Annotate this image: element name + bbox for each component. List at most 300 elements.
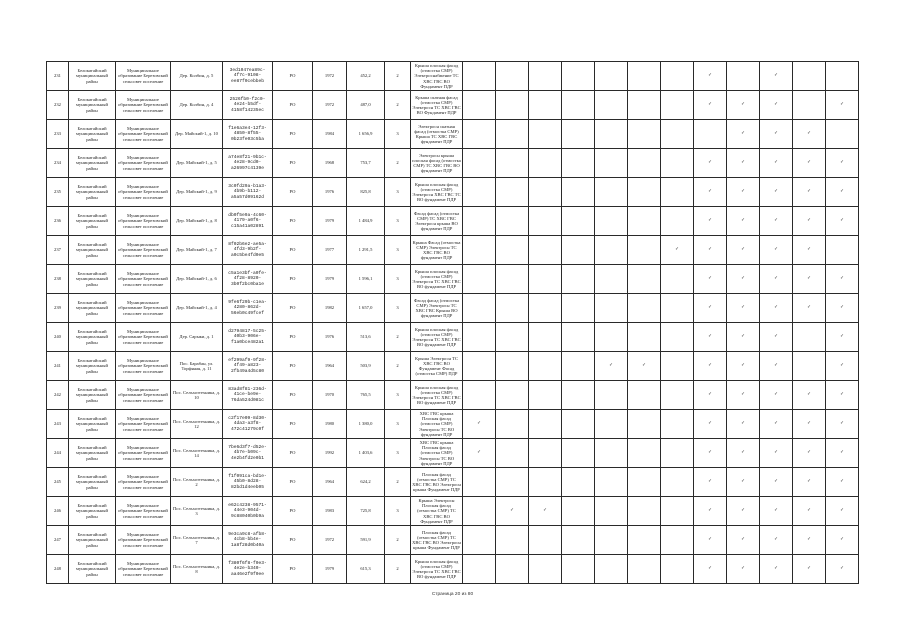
year-cell: 1972	[313, 62, 347, 91]
empty-cell	[529, 352, 562, 381]
checkmark-icon: ✓	[628, 352, 661, 381]
empty-cell	[628, 207, 661, 236]
row-number: 238	[47, 265, 69, 294]
checkmark-icon: ✓	[727, 526, 760, 555]
checkmark-icon: ✓	[793, 497, 826, 526]
checkmark-icon: ✓	[694, 62, 727, 91]
guid-cell: 83ad8f81-236d-41ce-be9e-76da524d081c	[223, 381, 273, 410]
works-cell: Плоская фасад (отмостка СМР) ТС ХВС ГВС ВО Электросн крыша Фундамент ПДР	[411, 526, 463, 555]
empty-cell	[463, 497, 496, 526]
count-cell: 2	[385, 352, 411, 381]
area-cell: 1 403,6	[347, 439, 385, 468]
count-cell: 2	[385, 149, 411, 178]
empty-cell	[595, 294, 628, 323]
municipality-cell: Муниципальное образование Березовский сельсовет поселение	[116, 555, 171, 584]
empty-cell	[463, 555, 496, 584]
address-cell: Дер. Майский-1, д. 8	[171, 207, 223, 236]
empty-cell	[496, 468, 529, 497]
checkmark-icon: ✓	[760, 439, 793, 468]
empty-cell	[826, 62, 859, 91]
works-cell: Крыша плоская фасад (отмостка СМР) Электросн ТС ХВС ГВС ВО фундамент ПДР	[411, 323, 463, 352]
district-cell: Белокатайский муниципальный район	[69, 410, 116, 439]
empty-cell	[496, 352, 529, 381]
empty-cell	[562, 178, 595, 207]
checkmark-icon: ✓	[694, 236, 727, 265]
address-cell: Пос. Сельхозтехника, д. 7	[171, 526, 223, 555]
works-cell: Крыша Электросн ТС ХВС ГВС ВО Фундамент Фасад (отмостка СМР) ПДР	[411, 352, 463, 381]
table-row	[47, 91, 859, 120]
municipality-cell: Муниципальное образование Березовский сельсовет поселение	[116, 207, 171, 236]
checkmark-icon: ✓	[727, 410, 760, 439]
empty-cell	[595, 555, 628, 584]
table-row	[47, 62, 859, 91]
checkmark-icon: ✓	[694, 410, 727, 439]
empty-cell	[628, 149, 661, 178]
checkmark-icon: ✓	[793, 555, 826, 584]
empty-cell	[529, 555, 562, 584]
checkmark-icon: ✓	[694, 149, 727, 178]
guid-cell: 3ed1047ea89c-4f7c-9108-ee87f0cebbeb	[223, 62, 273, 91]
empty-cell	[463, 352, 496, 381]
empty-cell	[661, 439, 694, 468]
checkmark-icon: ✓	[760, 323, 793, 352]
empty-cell	[562, 62, 595, 91]
checkmark-icon: ✓	[694, 555, 727, 584]
works-cell: Фасад фасад (отмостка СМР) Электросн ТС ХВС ГВС Крыша ВО фундамент ПДР	[411, 294, 463, 323]
municipality-cell: Муниципальное образование Березовский сельсовет поселение	[116, 352, 171, 381]
area-cell: 487,0	[347, 91, 385, 120]
empty-cell	[793, 352, 826, 381]
row-number: 235	[47, 178, 69, 207]
empty-cell	[562, 149, 595, 178]
address-cell: Пос. Сельхозтехника, д. 3	[171, 497, 223, 526]
checkmark-icon: ✓	[727, 149, 760, 178]
area-cell: 591,9	[347, 526, 385, 555]
empty-cell	[496, 207, 529, 236]
district-cell: Белокатайский муниципальный район	[69, 381, 116, 410]
empty-cell	[496, 178, 529, 207]
empty-cell	[661, 497, 694, 526]
district-cell: Белокатайский муниципальный район	[69, 236, 116, 265]
empty-cell	[595, 149, 628, 178]
empty-cell	[496, 236, 529, 265]
checkmark-icon: ✓	[727, 555, 760, 584]
empty-cell	[496, 439, 529, 468]
year-cell: 1972	[313, 91, 347, 120]
empty-cell	[595, 207, 628, 236]
empty-cell	[529, 62, 562, 91]
checkmark-icon: ✓	[793, 149, 826, 178]
guid-cell: c2f17e09-8d30-4da3-a3f8-472c41279c0f	[223, 410, 273, 439]
housing-register-table	[46, 61, 859, 584]
checkmark-icon: ✓	[826, 381, 859, 410]
empty-cell	[595, 178, 628, 207]
year-cell: 1982	[313, 294, 347, 323]
empty-cell	[595, 62, 628, 91]
checkmark-icon: ✓	[826, 439, 859, 468]
district-cell: Белокатайский муниципальный район	[69, 149, 116, 178]
empty-cell	[661, 178, 694, 207]
address-cell: Дер. Майский-1, д. 4	[171, 294, 223, 323]
row-number: 234	[47, 149, 69, 178]
municipality-cell: Муниципальное образование Березовский сельсовет поселение	[116, 410, 171, 439]
works-cell: Крыша плоская фасад (отмостка СМР) Электросн ХВС ГВС ТС ВО фундамент ПДР	[411, 178, 463, 207]
checkmark-icon: ✓	[793, 526, 826, 555]
row-number: 240	[47, 323, 69, 352]
checkmark-icon: ✓	[595, 352, 628, 381]
empty-cell	[496, 410, 529, 439]
empty-cell	[463, 468, 496, 497]
checkmark-icon: ✓	[694, 323, 727, 352]
district-cell: Белокатайский муниципальный район	[69, 294, 116, 323]
checkmark-icon: ✓	[826, 323, 859, 352]
area-cell: 725,8	[347, 497, 385, 526]
empty-cell	[826, 236, 859, 265]
count-cell: 3	[385, 439, 411, 468]
checkmark-icon: ✓	[727, 120, 760, 149]
year-cell: 1972	[313, 526, 347, 555]
checkmark-icon: ✓	[727, 381, 760, 410]
area-cell: 1 380,0	[347, 410, 385, 439]
empty-cell	[562, 555, 595, 584]
guid-cell: ef299af9-9f28-4f49-a823-2fb49a4d5c80	[223, 352, 273, 381]
count-cell: 3	[385, 207, 411, 236]
guid-cell: a74e8f21-9b1c-4e28-9cd0-a26997c4139e	[223, 149, 273, 178]
year-cell: 1964	[313, 352, 347, 381]
empty-cell	[529, 207, 562, 236]
district-cell: Белокатайский муниципальный район	[69, 91, 116, 120]
checkmark-icon: ✓	[793, 236, 826, 265]
empty-cell	[661, 207, 694, 236]
empty-cell	[661, 352, 694, 381]
empty-cell	[529, 178, 562, 207]
checkmark-icon: ✓	[727, 497, 760, 526]
district-cell: Белокатайский муниципальный район	[69, 526, 116, 555]
empty-cell	[562, 352, 595, 381]
checkmark-icon: ✓	[694, 468, 727, 497]
area-cell: 624,2	[347, 468, 385, 497]
checkmark-icon: ✓	[793, 207, 826, 236]
checkmark-icon: ✓	[826, 352, 859, 381]
table-row	[47, 497, 859, 526]
checkmark-icon: ✓	[760, 120, 793, 149]
empty-cell	[529, 323, 562, 352]
district-cell: Белокатайский муниципальный район	[69, 497, 116, 526]
row-number: 244	[47, 439, 69, 468]
table-row	[47, 468, 859, 497]
district-cell: Белокатайский муниципальный район	[69, 120, 116, 149]
year-cell: 1980	[313, 410, 347, 439]
checkmark-icon: ✓	[727, 294, 760, 323]
empty-cell	[496, 62, 529, 91]
ownership-cell: РО	[273, 323, 313, 352]
ownership-cell: РО	[273, 62, 313, 91]
checkmark-icon: ✓	[694, 207, 727, 236]
empty-cell	[661, 323, 694, 352]
works-cell: Фасад фасад (отмостка СМР) ТС ХВС ГВС Электросн крыша ВО фундамент ПДР	[411, 207, 463, 236]
area-cell: 825,8	[347, 178, 385, 207]
empty-cell	[628, 468, 661, 497]
row-number: 231	[47, 62, 69, 91]
empty-cell	[826, 120, 859, 149]
empty-cell	[562, 381, 595, 410]
empty-cell	[595, 236, 628, 265]
year-cell: 1970	[313, 381, 347, 410]
checkmark-icon: ✓	[793, 381, 826, 410]
guid-cell: 8f02b6e2-ae5a-4fd3-9b2f-a0c5be4fd0e5	[223, 236, 273, 265]
empty-cell	[562, 497, 595, 526]
guid-cell: f1f091ca-bd1e-45b0-8d28-82bd1d4eeb05	[223, 468, 273, 497]
address-cell: Пос. Сельхозтехника, д. 2	[171, 468, 223, 497]
area-cell: 513,6	[347, 323, 385, 352]
empty-cell	[529, 149, 562, 178]
address-cell: Пос. Барабан, ул. Торфяная, д. 11	[171, 352, 223, 381]
checkmark-icon: ✓	[826, 149, 859, 178]
table-row	[47, 207, 859, 236]
empty-cell	[496, 91, 529, 120]
checkmark-icon: ✓	[529, 497, 562, 526]
checkmark-icon: ✓	[826, 265, 859, 294]
empty-cell	[529, 526, 562, 555]
ownership-cell: РО	[273, 207, 313, 236]
empty-cell	[529, 439, 562, 468]
checkmark-icon: ✓	[727, 323, 760, 352]
row-number: 241	[47, 352, 69, 381]
checkmark-icon: ✓	[793, 294, 826, 323]
empty-cell	[595, 526, 628, 555]
checkmark-icon: ✓	[793, 178, 826, 207]
empty-cell	[562, 207, 595, 236]
district-cell: Белокатайский муниципальный район	[69, 323, 116, 352]
district-cell: Белокатайский муниципальный район	[69, 555, 116, 584]
empty-cell	[661, 91, 694, 120]
ownership-cell: РО	[273, 178, 313, 207]
checkmark-icon: ✓	[463, 410, 496, 439]
row-number: 246	[47, 497, 69, 526]
area-cell: 765,5	[347, 381, 385, 410]
municipality-cell: Муниципальное образование Березовский сельсовет поселение	[116, 265, 171, 294]
year-cell: 1983	[313, 497, 347, 526]
area-cell: 1 657,0	[347, 294, 385, 323]
empty-cell	[562, 265, 595, 294]
empty-cell	[595, 381, 628, 410]
ownership-cell: РО	[273, 294, 313, 323]
year-cell: 1968	[313, 149, 347, 178]
empty-cell	[496, 323, 529, 352]
checkmark-icon: ✓	[793, 439, 826, 468]
address-cell: Дер. Майский-1, д. 10	[171, 120, 223, 149]
table-row	[47, 178, 859, 207]
empty-cell	[463, 323, 496, 352]
checkmark-icon: ✓	[727, 352, 760, 381]
year-cell: 1979	[313, 265, 347, 294]
address-cell: Дер. Майский-1, д. 9	[171, 178, 223, 207]
district-cell: Белокатайский муниципальный район	[69, 207, 116, 236]
empty-cell	[694, 120, 727, 149]
empty-cell	[793, 91, 826, 120]
checkmark-icon: ✓	[727, 178, 760, 207]
count-cell: 2	[385, 468, 411, 497]
empty-cell	[529, 410, 562, 439]
checkmark-icon: ✓	[760, 294, 793, 323]
empty-cell	[529, 468, 562, 497]
row-number: 245	[47, 468, 69, 497]
row-number: 237	[47, 236, 69, 265]
empty-cell	[496, 555, 529, 584]
empty-cell	[628, 120, 661, 149]
checkmark-icon: ✓	[826, 497, 859, 526]
empty-cell	[793, 323, 826, 352]
address-cell: Дер. Майский-1, д. 5	[171, 149, 223, 178]
checkmark-icon: ✓	[760, 497, 793, 526]
row-number: 243	[47, 410, 69, 439]
municipality-cell: Муниципальное образование Березовский сельсовет поселение	[116, 497, 171, 526]
municipality-cell: Муниципальное образование Березовский сельсовет поселение	[116, 91, 171, 120]
empty-cell	[661, 120, 694, 149]
address-cell: Пос. Сельхозтехника, д. 14	[171, 439, 223, 468]
checkmark-icon: ✓	[760, 236, 793, 265]
works-cell: Крыша плоская фасад (отмостка СМР) Электросн ТС ХВС ГВС ВО фундамент ПДР	[411, 265, 463, 294]
empty-cell	[463, 120, 496, 149]
guid-cell: c5a1e3bf-a0fe-4f28-8920-3b0f2bc0ba1e	[223, 265, 273, 294]
table-row	[47, 555, 859, 584]
ownership-cell: РО	[273, 352, 313, 381]
guid-cell: f380f6f8-f0e3-4e2e-b340-aa46e2f9f0ee	[223, 555, 273, 584]
works-cell: Крыша плоская фасад (отмостка СМР) Электроснабжение ТС ХВС ГВС ВО Фундамент ПДР	[411, 62, 463, 91]
ownership-cell: РО	[273, 120, 313, 149]
checkmark-icon: ✓	[826, 468, 859, 497]
checkmark-icon: ✓	[760, 352, 793, 381]
works-cell: ХВС ГВС крыша Плоская фасад (отмостка СМР) Электросн ТС ВО фундамент ПДР	[411, 410, 463, 439]
table-row	[47, 149, 859, 178]
empty-cell	[595, 91, 628, 120]
municipality-cell: Муниципальное образование Березовский сельсовет поселение	[116, 468, 171, 497]
checkmark-icon: ✓	[793, 468, 826, 497]
empty-cell	[595, 497, 628, 526]
checkmark-icon: ✓	[826, 410, 859, 439]
empty-cell	[661, 62, 694, 91]
works-cell: Крыша Электросн Плоская фасад (отмостка СМР) ТС ХВС ГВС ВО Фундамент ПДР	[411, 497, 463, 526]
page-footer: Страница 20 из 80	[431, 592, 474, 597]
count-cell: 3	[385, 381, 411, 410]
address-cell: Дер. Майский-1, д. 7	[171, 236, 223, 265]
empty-cell	[595, 120, 628, 149]
checkmark-icon: ✓	[727, 91, 760, 120]
year-cell: 1979	[313, 207, 347, 236]
checkmark-icon: ✓	[760, 178, 793, 207]
checkmark-icon: ✓	[694, 439, 727, 468]
count-cell: 2	[385, 91, 411, 120]
ownership-cell: РО	[273, 526, 313, 555]
table-row	[47, 294, 859, 323]
guid-cell: 9fe6f29b-c1ea-4280-862d-56eb0c49fcef	[223, 294, 273, 323]
count-cell: 2	[385, 555, 411, 584]
empty-cell	[595, 468, 628, 497]
area-cell: 1 484,9	[347, 207, 385, 236]
municipality-cell: Муниципальное образование Березовский сельсовет поселение	[116, 149, 171, 178]
empty-cell	[463, 294, 496, 323]
empty-cell	[562, 526, 595, 555]
ownership-cell: РО	[273, 439, 313, 468]
guid-cell: d2794817-5c25-40b3-906e-f1a0bce482a1	[223, 323, 273, 352]
empty-cell	[463, 265, 496, 294]
empty-cell	[595, 265, 628, 294]
empty-cell	[661, 294, 694, 323]
checkmark-icon: ✓	[694, 381, 727, 410]
district-cell: Белокатайский муниципальный район	[69, 439, 116, 468]
works-cell: Электросн крыша плоская фасад (отмостка СМР) ТС ХВС ГВС ВО фундамент ПДР	[411, 149, 463, 178]
year-cell: 1977	[313, 236, 347, 265]
checkmark-icon: ✓	[760, 207, 793, 236]
ownership-cell: РО	[273, 91, 313, 120]
checkmark-icon: ✓	[760, 91, 793, 120]
table-row	[47, 439, 859, 468]
checkmark-icon: ✓	[826, 91, 859, 120]
empty-cell	[496, 381, 529, 410]
empty-cell	[628, 294, 661, 323]
ownership-cell: РО	[273, 149, 313, 178]
guid-cell: 7be6d3f7-d52e-4b7e-b09c-4e2b4fd2e0b1	[223, 439, 273, 468]
count-cell: 2	[385, 62, 411, 91]
municipality-cell: Муниципальное образование Березовский сельсовет поселение	[116, 62, 171, 91]
checkmark-icon: ✓	[793, 410, 826, 439]
municipality-cell: Муниципальное образование Березовский сельсовет поселение	[116, 236, 171, 265]
checkmark-icon: ✓	[661, 236, 694, 265]
empty-cell	[661, 265, 694, 294]
count-cell: 3	[385, 236, 411, 265]
empty-cell	[463, 207, 496, 236]
empty-cell	[562, 468, 595, 497]
guid-cell: 2526fb0-f2c0-4e24-b5df-4158f14235ec	[223, 91, 273, 120]
checkmark-icon: ✓	[760, 526, 793, 555]
municipality-cell: Муниципальное образование Березовский сельсовет поселение	[116, 526, 171, 555]
table-row	[47, 526, 859, 555]
empty-cell	[595, 439, 628, 468]
empty-cell	[529, 236, 562, 265]
guid-cell: db0f5e9a-4c60-4179-a0f6-c15a41a02891	[223, 207, 273, 236]
checkmark-icon: ✓	[760, 555, 793, 584]
works-cell: Крыша скатная фасад (отмостка СМР) Электросн ТС ХВС ГВС ВО Фундамент ПДР	[411, 91, 463, 120]
row-number: 242	[47, 381, 69, 410]
ownership-cell: РО	[273, 468, 313, 497]
year-cell: 1964	[313, 468, 347, 497]
empty-cell	[463, 178, 496, 207]
checkmark-icon: ✓	[694, 294, 727, 323]
empty-cell	[529, 91, 562, 120]
area-cell: 1 656,9	[347, 120, 385, 149]
empty-cell	[628, 439, 661, 468]
row-number: 248	[47, 555, 69, 584]
empty-cell	[628, 91, 661, 120]
address-cell: Пос. Сельхозтехника, д. 12	[171, 410, 223, 439]
checkmark-icon: ✓	[496, 497, 529, 526]
empty-cell	[628, 410, 661, 439]
count-cell: 2	[385, 323, 411, 352]
empty-cell	[595, 323, 628, 352]
municipality-cell: Муниципальное образование Березовский сельсовет поселение	[116, 294, 171, 323]
checkmark-icon: ✓	[760, 381, 793, 410]
area-cell: 615,3	[347, 555, 385, 584]
empty-cell	[463, 526, 496, 555]
checkmark-icon: ✓	[826, 294, 859, 323]
municipality-cell: Муниципальное образование Березовский сельсовет поселение	[116, 323, 171, 352]
empty-cell	[628, 265, 661, 294]
empty-cell	[562, 410, 595, 439]
address-cell: Дер. Колбин, д. 5	[171, 62, 223, 91]
guid-cell: 3c0fd29a-b1a3-4b9b-b112-a5a57d09162d	[223, 178, 273, 207]
area-cell: 753,7	[347, 149, 385, 178]
address-cell: Дер. Майский-1, д. 6	[171, 265, 223, 294]
